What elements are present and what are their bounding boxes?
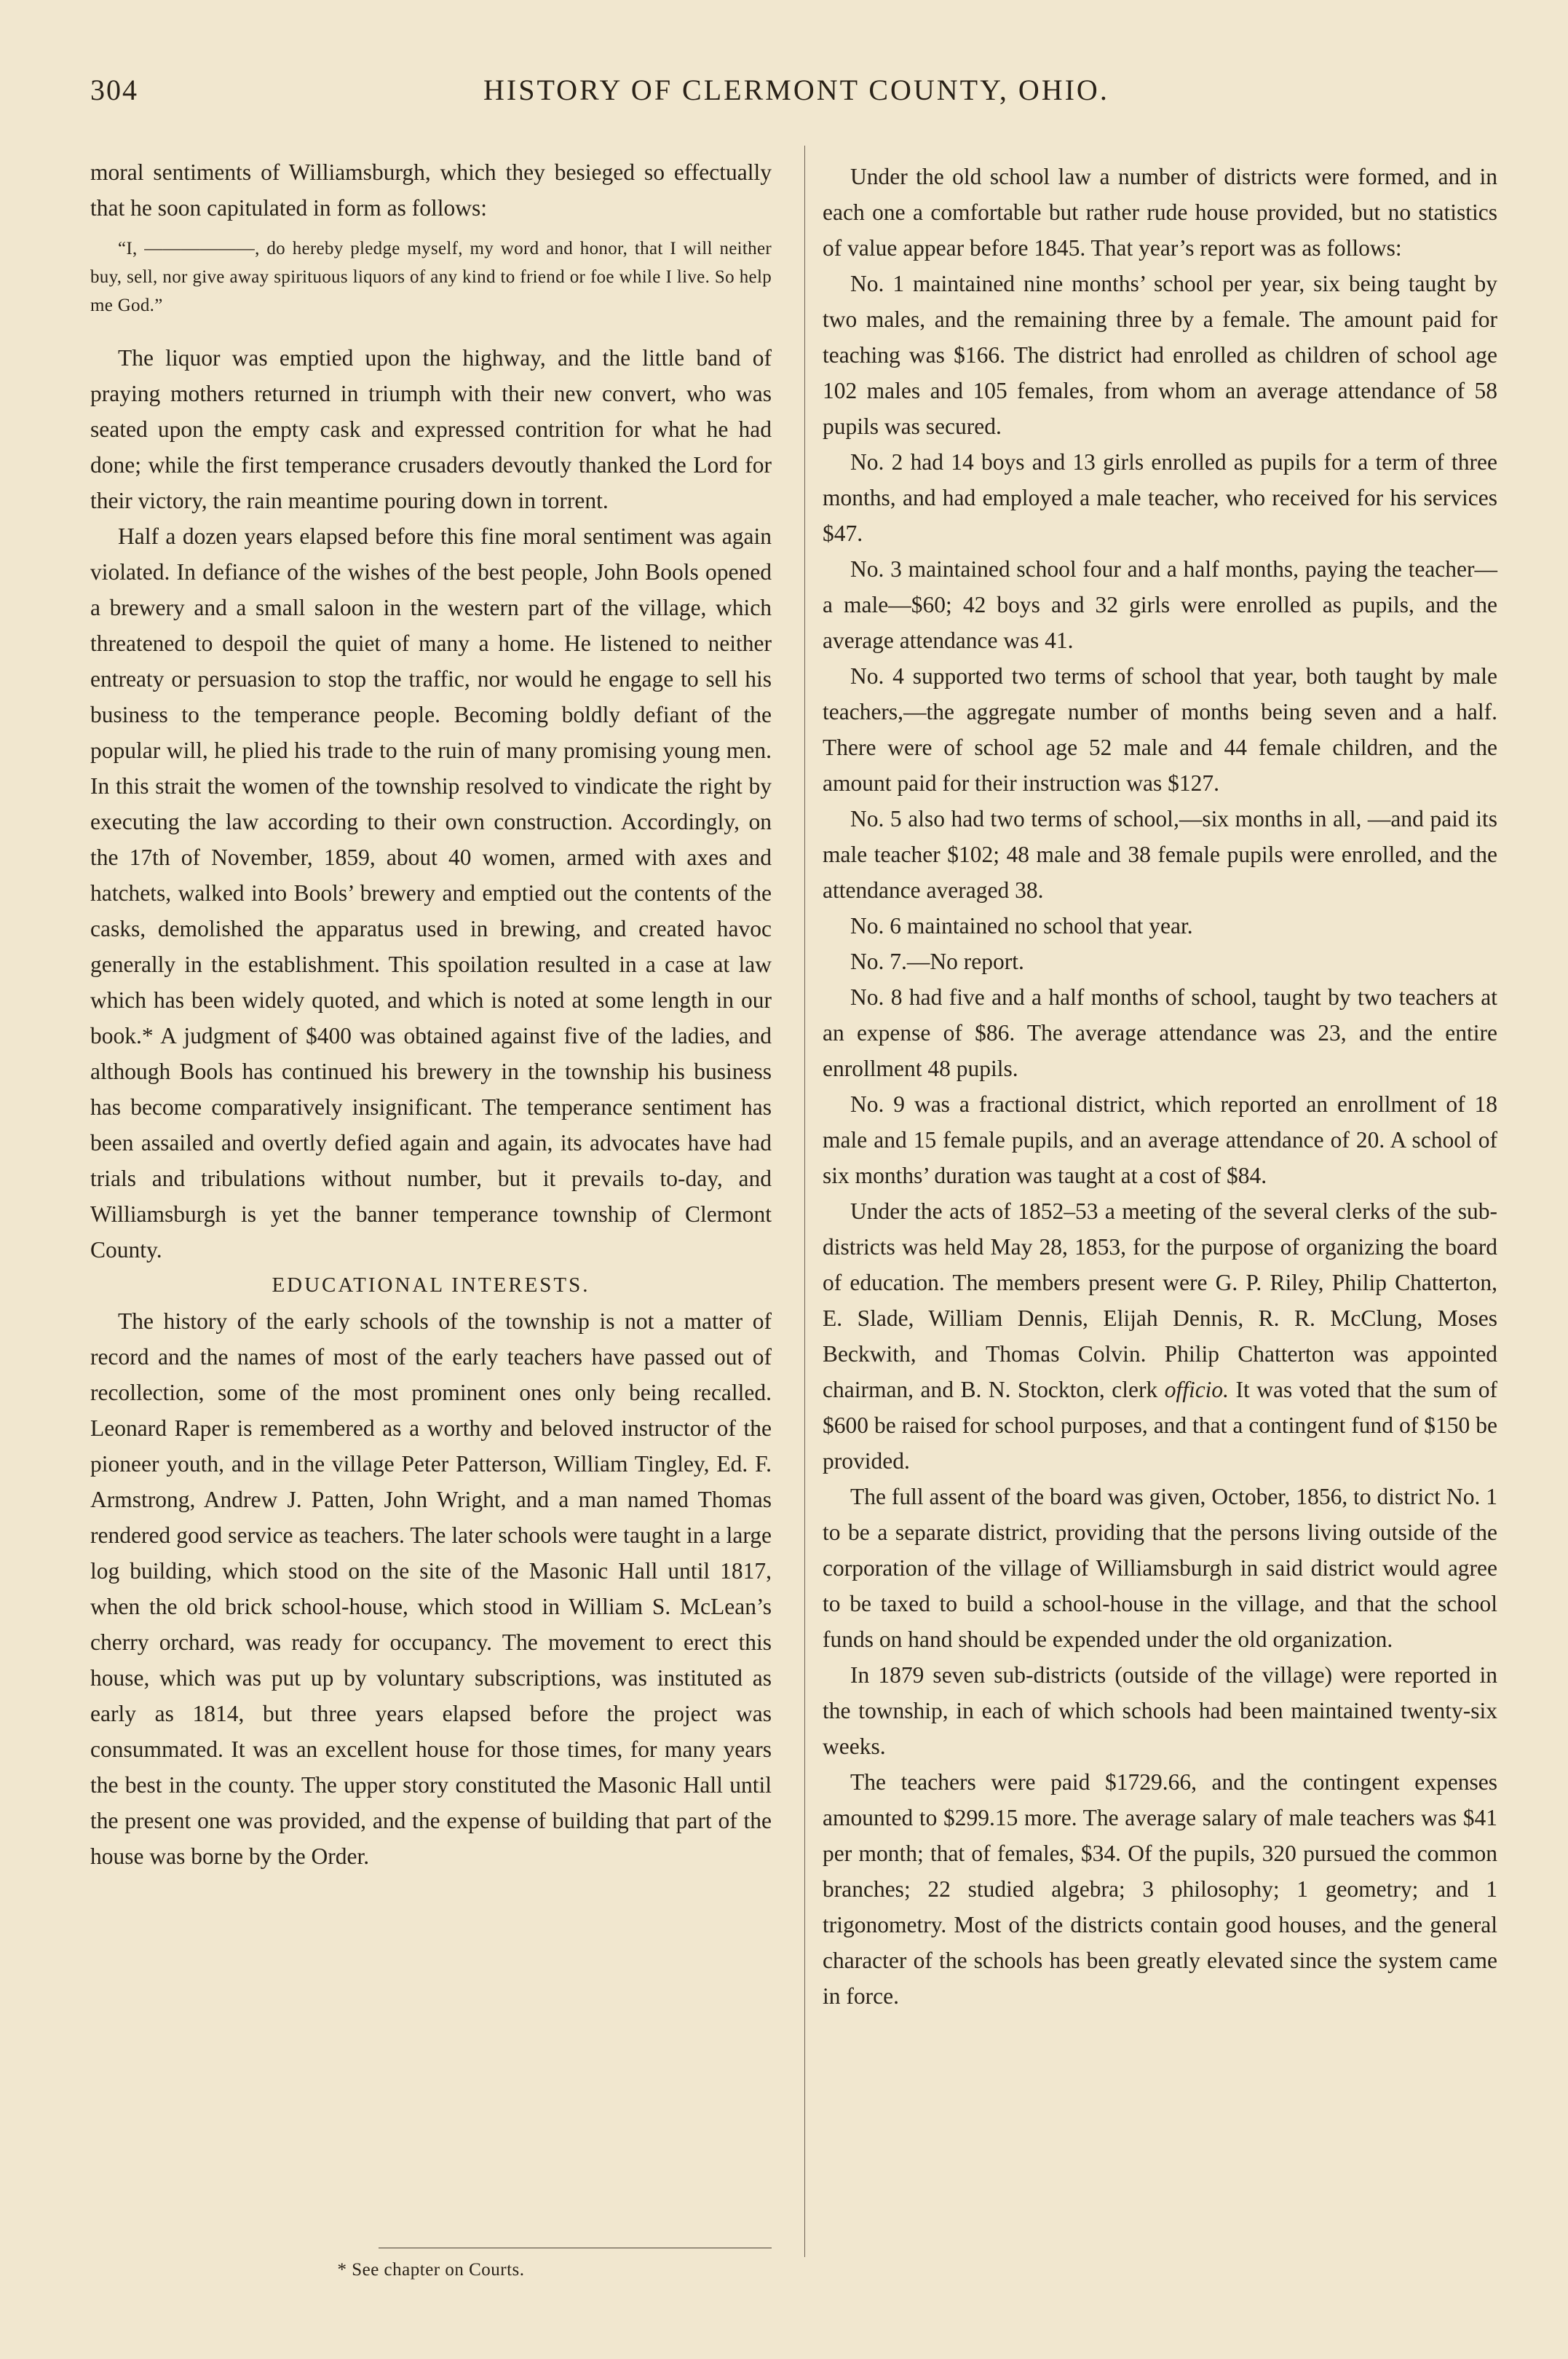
column-divider <box>804 146 805 2257</box>
paragraph: No. 5 also had two terms of school,—six months in all, —and paid its male teacher $102; 48 male and 38 female pupils were enrolled, and the attendance averaged 38. <box>823 806 1497 903</box>
paragraph: The full assent of the board was given, October, 1856, to district No. 1 to be a separate district, providing that the persons living outside of the corporation of the village of Williamsburgh in said district would agree to be taxed to build a school-house in the village, and that the school funds on hand should be expended under the old organization. <box>823 1484 1497 1652</box>
footnote: * See chapter on Courts. <box>337 2260 525 2280</box>
section-heading: EDUCATIONAL INTERESTS. <box>272 1273 590 1297</box>
paragraph: The history of the early schools of the township is not a matter of record and the names of most of the early teachers have passed out of recollection, some of the most prominent ones only being recalled. Leonard Raper is remembered as a worthy and beloved instructor of the pioneer youth, and in the village Peter Patterson, William Tingley, Ed. F. Armstrong, Andrew J. Patten, John Wright, and a man named Thomas rendered good service as teachers. The later schools were taught in a large log building, which stood on the site of the Masonic Hall until 1817, when the old brick school-house, which stood in William S. McLean’s cherry orchard, was ready for occupancy. The movement to erect this house, which was put up by voluntary subscriptions, was instituted as early as 1814, but three years elapsed before the project was consummated. It was an excellent house for those times, for many years the best in the county. The upper story constituted the Masonic Hall until the present one was provided, and the expense of building that part of the house was borne by the Order. <box>90 1308 772 1869</box>
paragraph: moral sentiments of Williamsburgh, which they besieged so effectually that he soon capitulated in form as follows: <box>90 159 772 221</box>
running-header <box>90 73 1495 116</box>
paragraph: No. 6 maintained no school that year. <box>850 913 1193 939</box>
right-column <box>823 159 1497 2014</box>
paragraph: No. 1 maintained nine months’ school per year, six being taught by two males, and the remaining three by a female. The amount paid for teaching was $166. The district had enrolled as children of school age 102 males and 105 females, from whom an average attendance of 58 pupils was secured. <box>823 271 1497 439</box>
paragraph: No. 3 maintained school four and a half months, paying the teacher—a male—$60; 42 boys and 32 girls were enrolled as pupils, and the average attendance was 41. <box>823 556 1497 653</box>
running-title: HISTORY OF CLERMONT COUNTY, OHIO. <box>483 74 1109 106</box>
paragraph: The teachers were paid $1729.66, and the contingent expenses amounted to $299.15 more. The average salary of male teachers was $41 per month; that of females, $34. Of the pupils, 320 pursued the common branches; 22 studied algebra; 3 philosophy; 1 geometry; and 1 trigonometry. Most of the districts contain good houses, and the general character of the schools has been greatly elevated since the system came in force. <box>823 1769 1497 2009</box>
italic-word: officio. <box>1164 1377 1230 1402</box>
paragraph: In 1879 seven sub-districts (outside of the village) were reported in the township, in each of which schools had been maintained twenty-six weeks. <box>823 1662 1497 1759</box>
paragraph <box>823 1193 1497 1479</box>
pledge-quote: “I, ——————, do hereby pledge myself, my word and honor, that I will neither buy, sell, nor give away spirituous liquors of any kind to friend or foe while I live. So help me God.” <box>90 239 772 315</box>
paragraph: Half a dozen years elapsed before this fine moral sentiment was again violated. In defiance of the wishes of the best people, John Bools opened a brewery and a small saloon in the western part of the village, which threatened to despoil the quiet of many a home. He listened to neither entreaty or persuasion to stop the traffic, nor would he engage to sell his business to the temperance people. Becoming boldly defiant of the popular will, he plied his trade to the ruin of many promising young men. In this strait the women of the township resolved to vindicate the right by executing the law according to their own construction. Accordingly, on the 17th of November, 1859, about 40 women, armed with axes and hatchets, walked into Bools’ brewery and emptied out the contents of the casks, demolished the apparatus used in brewing, and created havoc generally in the establishment. This spoilation resulted in a case at law which has been widely quoted, and which is noted at some length in our book.* A judgment of $400 was obtained against five of the ladies, and although Bools has continued his brewery in the township his business has become comparatively insignificant. The temperance sentiment has been assailed and overtly defied again and again, its advocates have had trials and tribulations without number, but it prevails to-day, and Williamsburgh is yet the banner temperance township of Clermont County. <box>90 523 772 1263</box>
paragraph: No. 9 was a fractional district, which reported an enrollment of 18 male and 15 female pupils, and an average attendance of 20. A school of six months’ duration was taught at a cost of $84. <box>823 1091 1497 1188</box>
text-run: It was voted that the sum of $600 be raised for school purposes, and that a contingent fund of $150 be provided. <box>823 1377 1497 1474</box>
paragraph: No. 7.—No report. <box>850 949 1024 974</box>
paragraph: No. 4 supported two terms of school that year, both taught by male teachers,—the aggregate number of months being seven and a half. There were of school age 52 male and 44 female children, and the amount paid for their instruction was $127. <box>823 663 1497 796</box>
left-column <box>90 154 772 1874</box>
paragraph: No. 8 had five and a half months of school, taught by two teachers at an expense of $86. The average attendance was 23, and the entire enrollment 48 pupils. <box>823 984 1497 1081</box>
paragraph: No. 2 had 14 boys and 13 girls enrolled as pupils for a term of three months, and had employed a male teacher, who received for his services $47. <box>823 449 1497 546</box>
text-run: Under the acts of 1852–53 a meeting of the several clerks of the sub-districts was held May 28, 1853, for the purpose of organizing the board of education. The members present were G. P. Riley, Philip Chatterton, E. Slade, William Dennis, Elijah Dennis, R. R. McClung, Moses Beckwith, and Thomas Colvin. Philip Chatterton was appointed chairman, and B. N. Stockton, clerk <box>823 1198 1497 1402</box>
page-number: 304 <box>90 74 138 106</box>
paragraph: Under the old school law a number of districts were formed, and in each one a comfortable but rather rude house provided, but no statistics of value appear before 1845. That year’s report was as follows: <box>823 164 1497 261</box>
paragraph: The liquor was emptied upon the highway, and the little band of praying mothers returned in triumph with their new convert, who was seated upon the empty cask and expressed contrition for what he had done; while the first temperance crusaders devoutly thanked the Lord for their victory, the rain meantime pouring down in torrent. <box>90 345 772 513</box>
